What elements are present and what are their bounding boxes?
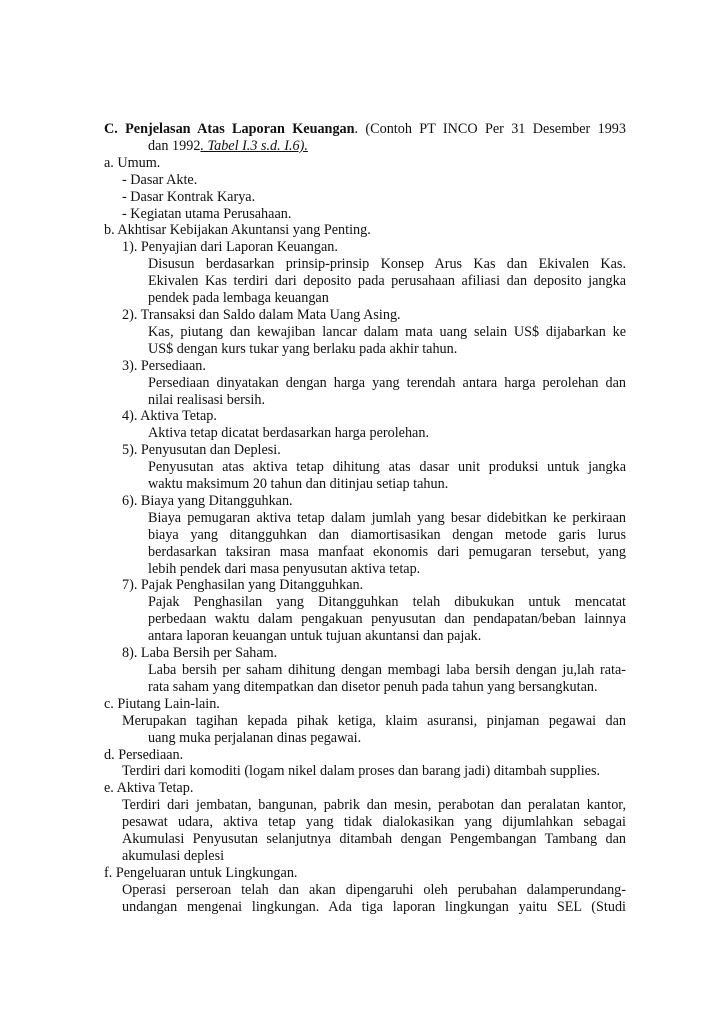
- paragraph-line: lebih pendek dari masa penyusutan aktiva tetap.: [148, 560, 421, 577]
- subsection-title: 6). Biaya yang Ditangguhkan.: [122, 492, 293, 509]
- heading-continuation: [104, 138, 626, 155]
- document-body: [104, 121, 626, 916]
- paragraph-line: Terdiri dari komoditi (logam nikel dalam proses dan barang jadi) ditambah supplies.: [122, 763, 601, 780]
- paragraph-line: Disusun berdasarkan prinsip-prinsip Konsep Arus Kas dan Ekivalen Kas.: [148, 256, 626, 273]
- paragraph-line: Biaya pemugaran aktiva tetap dalam jumlah yang besar didebitkan ke perkiraan: [148, 509, 626, 526]
- paragraph-line: uang muka perjalanan dinas pegawai.: [148, 729, 362, 746]
- section-heading: [104, 121, 626, 138]
- paragraph-line: waktu maksimum 20 tahun dan ditinjau setiap tahun.: [148, 476, 449, 493]
- paragraph-line: antara laporan keuangan untuk tujuan akuntansi dan pajak.: [148, 628, 482, 645]
- paragraph-line: Akumulasi Penyusutan selanjutnya ditambah dengan Pengembangan Tambang dan: [122, 831, 626, 848]
- section-e-title: e. Aktiva Tetap.: [104, 780, 194, 797]
- paragraph-line: Ekivalen Kas terdiri dari deposito pada perusahaan afiliasi dan deposito jangka: [148, 273, 626, 290]
- paragraph-line: Aktiva tetap dicatat berdasarkan harga perolehan.: [148, 425, 429, 442]
- paragraph-line: US$ dengan kurs tukar yang berlaku pada akhir tahun.: [148, 340, 458, 357]
- paragraph-line: Kas, piutang dan kewajiban lancar dalam mata uang selain US$ dijabarkan ke: [148, 323, 626, 340]
- subsection-title: 3). Persediaan.: [122, 357, 206, 374]
- paragraph-line: Pajak Penghasilan yang Ditangguhkan telah dibukukan untuk mencatat: [148, 594, 626, 611]
- subsection-title: 8). Laba Bersih per Saham.: [122, 645, 278, 662]
- heading-subtitle: . (Contoh PT INCO Per 31 Desember 1993: [354, 121, 626, 137]
- section-a-title: a. Umum.: [104, 154, 161, 171]
- paragraph-line: berdasarkan taksiran masa manfaat ekonomis dari pemugaran tersebut, yang: [148, 543, 626, 560]
- section-d-title: d. Persediaan.: [104, 746, 184, 763]
- paragraph-line: Terdiri dari jembatan, bangunan, pabrik dan mesin, perabotan dan peralatan kantor,: [122, 797, 626, 814]
- subsection-title: 1). Penyajian dari Laporan Keuangan.: [122, 239, 338, 256]
- paragraph-line: biaya yang ditangguhkan dan diamortisasikan dengan metode garis lurus: [148, 526, 626, 543]
- paragraph-line: akumulasi deplesi: [122, 847, 225, 864]
- section-b-title: b. Akhtisar Kebijakan Akuntansi yang Penting.: [104, 222, 371, 239]
- paragraph-line: Persediaan dinyatakan dengan harga yang terendah antara harga perolehan dan: [148, 374, 626, 391]
- paragraph-line: undangan mengenai lingkungan. Ada tiga laporan lingkungan yaitu SEL (Studi: [122, 898, 626, 915]
- paragraph-line: Laba bersih per saham dihitung dengan membagi laba bersih dengan ju,lah rata-: [148, 662, 626, 678]
- heading-title: C. Penjelasan Atas Laporan Keuangan: [104, 121, 355, 137]
- paragraph-line: perbedaan waktu dalam pengakuan penyusutan dan pendapatan/beban lainnya: [148, 611, 626, 628]
- heading-table-ref: . Tabel I.3 s.d. I.6).: [200, 137, 308, 154]
- paragraph-line: Operasi perseroan telah dan akan dipengaruhi oleh perubahan dalamperundang-: [122, 881, 626, 898]
- list-item: - Kegiatan utama Perusahaan.: [122, 205, 292, 222]
- subsection-title: 7). Pajak Penghasilan yang Ditangguhkan.: [122, 577, 364, 594]
- list-item: - Dasar Akte.: [122, 171, 198, 188]
- paragraph-line: pesawat udara, aktiva tetap yang tidak dialokasikan yang dijumlahkan sebagai: [122, 814, 626, 831]
- paragraph-line: pendek pada lembaga keuangan: [148, 290, 329, 307]
- paragraph-line: nilai realisasi bersih.: [148, 391, 266, 408]
- section-f-title: f. Pengeluaran untuk Lingkungan.: [104, 864, 298, 881]
- heading-year: dan 1992: [148, 137, 201, 154]
- section-c-title: c. Piutang Lain-lain.: [104, 695, 220, 712]
- subsection-title: 2). Transaksi dan Saldo dalam Mata Uang Asing.: [122, 306, 401, 323]
- list-item: - Dasar Kontrak Karya.: [122, 188, 256, 205]
- subsection-title: 5). Penyusutan dan Deplesi.: [122, 442, 281, 459]
- subsection-title: 4). Aktiva Tetap.: [122, 408, 217, 425]
- paragraph-line: Merupakan tagihan kepada pihak ketiga, klaim asuransi, pinjaman pegawai dan: [122, 712, 626, 729]
- paragraph-line: rata saham yang ditempatkan dan disetor penuh pada tahun yang bersangkutan.: [148, 678, 598, 695]
- paragraph-line: Penyusutan atas aktiva tetap dihitung atas dasar unit produksi untuk jangka: [148, 459, 626, 476]
